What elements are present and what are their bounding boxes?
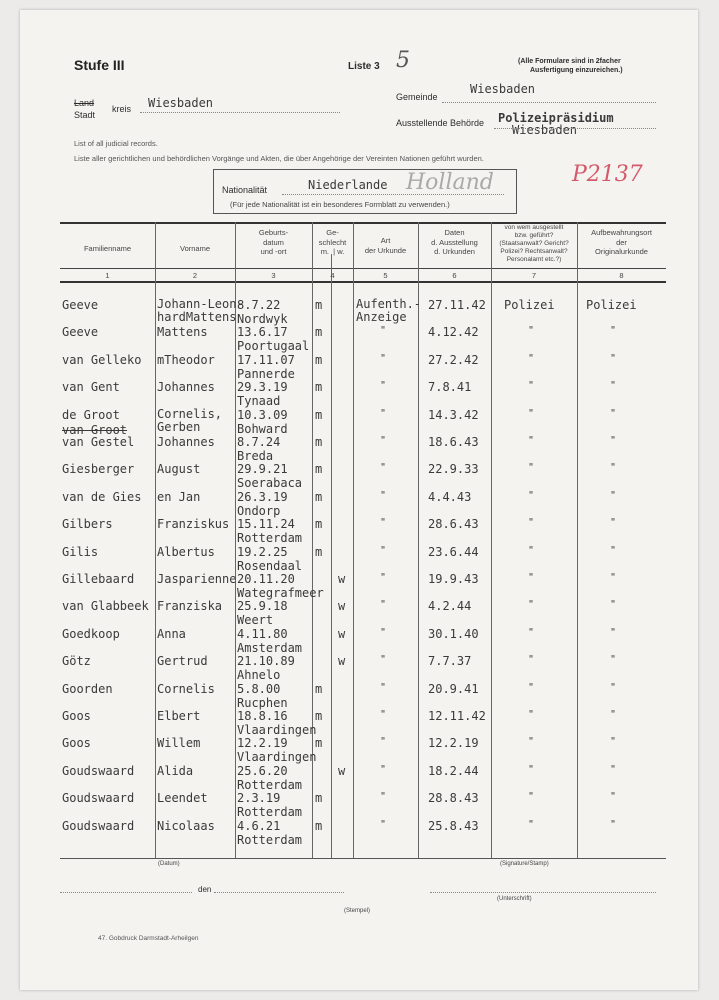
cell-von-wem: " — [528, 599, 535, 611]
liste-number: 5 — [396, 48, 410, 73]
stadt-label: Stadt — [74, 110, 96, 120]
cell-von-wem: " — [528, 626, 535, 638]
signature-dotline — [430, 892, 656, 893]
cell-geburtsdatum: 29.9.21 — [237, 462, 288, 477]
cell-geschlecht-w: w — [338, 654, 346, 669]
table-row — [20, 819, 698, 846]
cell-geburtsort: Rotterdam — [237, 777, 303, 792]
cell-von-wem: " — [528, 763, 535, 775]
cell-geburtsdatum: 4.11.80 — [237, 626, 288, 641]
cell-von-wem: " — [528, 544, 535, 556]
den-label: den — [198, 885, 212, 894]
cell-aufbewahrungsort: " — [610, 791, 617, 803]
cell-geburtsort: Rosendaal — [237, 558, 303, 573]
cell-geburtsdatum: 17.11.07 — [237, 352, 295, 367]
cell-geschlecht-m: m — [315, 352, 323, 367]
cell-art: " — [380, 626, 387, 638]
cell-familienname: de Groot — [62, 407, 120, 422]
cell-geburtsort: Rucphen — [237, 695, 288, 710]
cell-geburtsdatum: 18.8.16 — [237, 709, 288, 723]
cell-vorname: Gertrud — [157, 654, 208, 669]
colnum-8: 8 — [619, 271, 624, 280]
kreis-value: Wiesbaden — [148, 96, 214, 110]
cell-geburtsort: Amsterdam — [237, 640, 303, 655]
cell-geburtsort: Nordwyk — [237, 312, 288, 326]
cell-familienname: Gilis — [62, 544, 99, 559]
cell-familienname: Geeve — [62, 325, 99, 340]
table-colnum-rule — [60, 281, 666, 283]
gemeinde-label: Gemeinde — [396, 92, 438, 102]
cell-familienname: van Gent — [62, 380, 120, 395]
cell-vorname: Cornelis, Gerben — [157, 406, 223, 434]
col-header-von-wem: von wem ausgestellt bzw. geführt? (Staatsanwalt? Gericht? Polizei? Rechtsanwalt? Personalamt etc.?) — [499, 224, 569, 263]
cell-vorname: Albertus — [157, 544, 215, 559]
table-row — [20, 736, 698, 763]
cell-daten: 4.2.44 — [428, 599, 472, 614]
behoerde-value-1: Polizeipräsidium — [498, 111, 614, 125]
cell-daten: 23.6.44 — [428, 544, 479, 559]
col-header-art: Art der Urkunde — [364, 236, 407, 255]
cell-geburtsort: Rotterdam — [237, 531, 303, 546]
cell-geburtsort: Wategrafmeer — [237, 586, 324, 600]
cell-geburtsort: Bohward — [237, 421, 288, 436]
cell-aufbewahrungsort: " — [610, 462, 617, 474]
kreis-label: kreis — [112, 104, 132, 114]
cell-geburtsort: Rotterdam — [237, 805, 303, 820]
cell-geschlecht-m: m — [315, 818, 323, 833]
cell-geburtsdatum: 8.7.22 — [237, 298, 281, 312]
cell-daten: 18.2.44 — [428, 763, 479, 778]
gemeinde-dotline — [442, 102, 656, 103]
cell-familienname: Goos — [62, 736, 91, 751]
table-row — [20, 353, 698, 380]
table-row — [20, 298, 698, 325]
nationalitaet-label: Nationalität — [222, 185, 268, 195]
cell-vorname: Elbert — [157, 709, 201, 723]
cell-geschlecht-w: w — [338, 763, 346, 778]
cell-vorname: Alida — [157, 763, 194, 778]
document-page — [20, 10, 698, 990]
cell-daten: 28.6.43 — [428, 517, 479, 532]
cell-aufbewahrungsort: " — [610, 435, 617, 446]
table-row — [20, 599, 698, 626]
cell-von-wem: " — [528, 325, 535, 337]
table-row — [20, 709, 698, 736]
stufe-title: Stufe III — [74, 57, 125, 73]
cell-von-wem: " — [528, 462, 535, 474]
cell-geburtsdatum: 20.11.20 — [237, 572, 295, 586]
cell-von-wem: " — [528, 818, 535, 830]
cell-art: " — [380, 407, 387, 419]
cell-aufbewahrungsort: " — [610, 709, 617, 720]
cell-familienname: Gillebaard — [62, 572, 135, 586]
place-dotline — [60, 892, 192, 893]
cell-geburtsort: Breda — [237, 449, 274, 463]
cell-familienname: Goedkoop — [62, 626, 120, 641]
table-row — [20, 462, 698, 489]
cell-vorname: Johannes — [157, 435, 215, 449]
cell-daten: 28.8.43 — [428, 791, 479, 806]
cell-familienname: Goorden — [62, 681, 113, 696]
cell-aufbewahrungsort: " — [610, 763, 617, 775]
printer-imprint: 47. Gobdruck Darmstadt-Arheilgen — [98, 935, 199, 942]
cell-vorname: August — [157, 462, 201, 477]
cell-geschlecht-m: m — [315, 681, 323, 696]
cell-geburtsort: Poortugaal — [237, 339, 310, 354]
table-row — [20, 325, 698, 352]
cell-geburtsdatum: 15.11.24 — [237, 517, 295, 532]
cell-geschlecht-m: m — [315, 435, 323, 449]
cell-geschlecht-m: m — [315, 380, 323, 395]
cell-von-wem: Polizei — [504, 298, 555, 312]
cell-art: " — [380, 572, 387, 583]
date-dotline — [214, 892, 344, 893]
cell-aufbewahrungsort: " — [610, 736, 617, 748]
cell-daten: 4.4.43 — [428, 489, 472, 504]
cell-vorname: Johann-Leon- hardMattens — [157, 297, 244, 324]
cell-geburtsdatum: 29.3.19 — [237, 380, 288, 395]
table-row — [20, 380, 698, 407]
table-row — [20, 764, 698, 791]
table-row — [20, 654, 698, 681]
behoerde-value-2: Wiesbaden — [512, 123, 578, 137]
cell-vorname: Jasparienne — [157, 572, 237, 586]
cell-von-wem: " — [528, 517, 535, 529]
formulare-note-1: (Alle Formulare sind in 2facher — [518, 58, 621, 65]
cell-geburtsdatum: 12.2.19 — [237, 736, 288, 751]
cell-vorname: Franziska — [157, 599, 223, 614]
cell-geschlecht-m: m — [315, 462, 323, 477]
red-archive-mark: P2137 — [572, 162, 643, 187]
cell-art: " — [380, 736, 387, 748]
cell-vorname: Johannes — [157, 380, 215, 395]
cell-von-wem: " — [528, 435, 535, 446]
cell-aufbewahrungsort: " — [610, 407, 617, 419]
table-row — [20, 490, 698, 517]
cell-art: Aufenth.- Anzeige — [356, 297, 422, 324]
cell-vorname: Leendet — [157, 791, 208, 806]
cell-familienname: Götz — [62, 654, 91, 669]
cell-art: " — [380, 489, 387, 501]
signature-label: (Signature/Stamp) — [500, 861, 549, 867]
cell-geschlecht-m: m — [315, 791, 323, 806]
cell-geburtsort: Rotterdam — [237, 832, 303, 847]
table-row — [20, 627, 698, 654]
cell-daten: 20.9.41 — [428, 681, 479, 696]
col-header-vorname: Vorname — [179, 244, 211, 253]
cell-daten: 19.9.43 — [428, 572, 479, 586]
cell-art: " — [380, 435, 387, 446]
colnum-6: 6 — [452, 271, 457, 280]
cell-aufbewahrungsort: " — [610, 818, 617, 830]
cell-aufbewahrungsort: " — [610, 352, 617, 364]
cell-geburtsdatum: 25.6.20 — [237, 763, 288, 778]
cell-aufbewahrungsort: " — [610, 572, 617, 583]
cell-vorname: Mattens — [157, 325, 208, 340]
cell-familienname: Goudswaard — [62, 818, 135, 833]
cell-aufbewahrungsort: " — [610, 380, 617, 392]
cell-aufbewahrungsort: " — [610, 544, 617, 556]
cell-familienname: van Glabbeek — [62, 599, 149, 614]
cell-aufbewahrungsort: " — [610, 626, 617, 638]
cell-art: " — [380, 462, 387, 474]
table-row — [20, 572, 698, 599]
cell-geburtsort: Soerabaca — [237, 476, 303, 491]
nationalitaet-dotline — [282, 194, 504, 195]
cell-daten: 27.11.42 — [428, 298, 486, 312]
col-header-aufbewahrungsort: Aufbewahrungsort der Originalurkunde — [591, 228, 652, 256]
datum-label: (Datum) — [158, 861, 180, 867]
cell-geburtsdatum: 2.3.19 — [237, 791, 281, 806]
table-row — [20, 545, 698, 572]
cell-daten: 7.7.37 — [428, 654, 472, 669]
cell-geburtsdatum: 26.3.19 — [237, 489, 288, 504]
cell-art: " — [380, 352, 387, 364]
cell-vorname: Franziskus — [157, 517, 230, 532]
cell-vorname: Anna — [157, 626, 186, 641]
cell-geburtsort: Pannerde — [237, 366, 295, 381]
cell-art: " — [380, 325, 387, 337]
cell-daten: 22.9.33 — [428, 462, 479, 477]
cell-familienname: Goudswaard — [62, 763, 135, 778]
cell-geburtsort: Tynaad — [237, 394, 281, 409]
cell-daten: 12.2.19 — [428, 736, 479, 751]
table-row — [20, 791, 698, 818]
cell-art: " — [380, 544, 387, 556]
unterschrift-label: (Unterschrift) — [497, 896, 532, 902]
cell-geburtsdatum: 5.8.00 — [237, 681, 281, 696]
cell-geburtsort: Vlaardingen — [237, 750, 317, 765]
cell-familienname: van Gelleko — [62, 352, 142, 367]
cell-familienname: Gilbers — [62, 517, 113, 532]
cell-familienname: van de Gies — [62, 489, 142, 504]
cell-aufbewahrungsort: Polizei — [586, 298, 637, 312]
cell-familienname-struck: van Groot — [62, 423, 128, 437]
cell-geschlecht-m: m — [315, 517, 323, 532]
cell-art: " — [380, 599, 387, 611]
cell-geschlecht-m: m — [315, 407, 323, 422]
cell-von-wem: " — [528, 572, 535, 583]
colnum-5: 5 — [383, 271, 388, 280]
colnum-1: 1 — [105, 271, 110, 280]
cell-von-wem: " — [528, 489, 535, 501]
nationalitaet-value: Niederlande — [308, 178, 388, 192]
cell-geschlecht-m: m — [315, 736, 323, 751]
cell-daten: 14.3.42 — [428, 407, 479, 422]
cell-geschlecht-m: m — [315, 298, 323, 312]
cell-geburtsdatum: 19.2.25 — [237, 544, 288, 559]
cell-aufbewahrungsort: " — [610, 654, 617, 666]
cell-geburtsort: Vlaardingen — [237, 723, 317, 737]
cell-geburtsdatum: 13.6.17 — [237, 325, 288, 340]
cell-vorname: mTheodor — [157, 352, 215, 367]
cell-art: " — [380, 380, 387, 392]
cell-daten: 30.1.40 — [428, 626, 479, 641]
colnum-4: 4 — [330, 271, 335, 280]
cell-geschlecht-w: w — [338, 572, 346, 586]
colnum-3: 3 — [271, 271, 276, 280]
table-row — [20, 517, 698, 544]
cell-daten: 27.2.42 — [428, 352, 479, 367]
nationalitaet-handwritten: Holland — [406, 170, 494, 195]
cell-vorname: Nicolaas — [157, 818, 215, 833]
col-header-geschlecht: Ge- schlecht m. | w. — [318, 228, 347, 256]
cell-geburtsdatum: 10.3.09 — [237, 407, 288, 422]
liste-label: Liste 3 — [348, 61, 380, 72]
cell-familienname: Goos — [62, 709, 91, 723]
col-header-familienname: Familienname — [83, 244, 132, 253]
cell-von-wem: " — [528, 380, 535, 392]
cell-aufbewahrungsort: " — [610, 599, 617, 611]
cell-geschlecht-w: w — [338, 626, 346, 641]
cell-art: " — [380, 791, 387, 803]
kreis-dotline — [140, 112, 340, 113]
cell-geburtsdatum: 4.6.21 — [237, 818, 281, 833]
cell-geburtsdatum: 8.7.24 — [237, 435, 281, 449]
list-english: List of all judicial records. — [74, 139, 158, 148]
table-header-rule — [60, 268, 666, 269]
cell-art: " — [380, 681, 387, 693]
cell-familienname: Geeve — [62, 298, 99, 312]
cell-familienname: van Gestel — [62, 435, 135, 449]
cell-art: " — [380, 763, 387, 775]
cell-von-wem: " — [528, 736, 535, 748]
cell-von-wem: " — [528, 709, 535, 720]
cell-geburtsort: Weert — [237, 613, 274, 628]
nationalitaet-note: (Für jede Nationalität ist ein besonderes Formblatt zu verwenden.) — [230, 200, 450, 209]
cell-aufbewahrungsort: " — [610, 681, 617, 693]
col-header-daten: Daten d. Ausstellung d. Urkunden — [431, 228, 478, 256]
cell-daten: 18.6.43 — [428, 435, 479, 449]
table-bottom-rule — [60, 858, 666, 859]
cell-von-wem: " — [528, 407, 535, 419]
cell-geschlecht-w: w — [338, 599, 346, 614]
cell-art: " — [380, 654, 387, 666]
cell-daten: 4.12.42 — [428, 325, 479, 340]
cell-geschlecht-m: m — [315, 709, 323, 723]
cell-familienname: Giesberger — [62, 462, 135, 477]
formulare-note-2: Ausfertigung einzureichen.) — [530, 67, 623, 74]
cell-art: " — [380, 818, 387, 830]
cell-daten: 25.8.43 — [428, 818, 479, 833]
cell-vorname: en Jan — [157, 489, 201, 504]
colnum-2: 2 — [192, 271, 198, 280]
cell-daten: 12.11.42 — [428, 709, 486, 723]
cell-geburtsort: Ondorp — [237, 503, 281, 518]
cell-aufbewahrungsort: " — [610, 325, 617, 337]
cell-art: " — [380, 517, 387, 529]
cell-geschlecht-m: m — [315, 325, 323, 340]
cell-familienname: Goudswaard — [62, 791, 135, 806]
cell-art: " — [380, 709, 387, 720]
behoerde-label: Ausstellende Behörde — [396, 118, 485, 128]
list-german: Liste aller gerichtlichen und behördlichen Vorgänge und Akten, die über Angehörige der Vereinten Nationen geführt wurden. — [74, 154, 484, 163]
cell-von-wem: " — [528, 654, 535, 666]
cell-aufbewahrungsort: " — [610, 489, 617, 501]
cell-geschlecht-m: m — [315, 544, 323, 559]
cell-aufbewahrungsort: " — [610, 517, 617, 529]
col-header-geburtsdatum: Geburts- datum und -ort — [258, 228, 289, 256]
cell-von-wem: " — [528, 681, 535, 693]
cell-vorname: Cornelis — [157, 681, 215, 696]
cell-geschlecht-m: m — [315, 489, 323, 504]
cell-geburtsdatum: 21.10.89 — [237, 654, 295, 669]
table-row — [20, 682, 698, 709]
colnum-7: 7 — [531, 271, 537, 280]
cell-geburtsort: Ahnelo — [237, 668, 281, 683]
behoerde-dotline — [494, 128, 656, 129]
cell-von-wem: " — [528, 791, 535, 803]
cell-von-wem: " — [528, 352, 535, 364]
cell-vorname: Willem — [157, 736, 201, 751]
stempel-label: (Stempel) — [344, 908, 371, 914]
gemeinde-value: Wiesbaden — [470, 82, 536, 96]
cell-daten: 7.8.41 — [428, 380, 472, 395]
land-label-struck: Land — [74, 98, 95, 108]
cell-geburtsdatum: 25.9.18 — [237, 599, 288, 614]
